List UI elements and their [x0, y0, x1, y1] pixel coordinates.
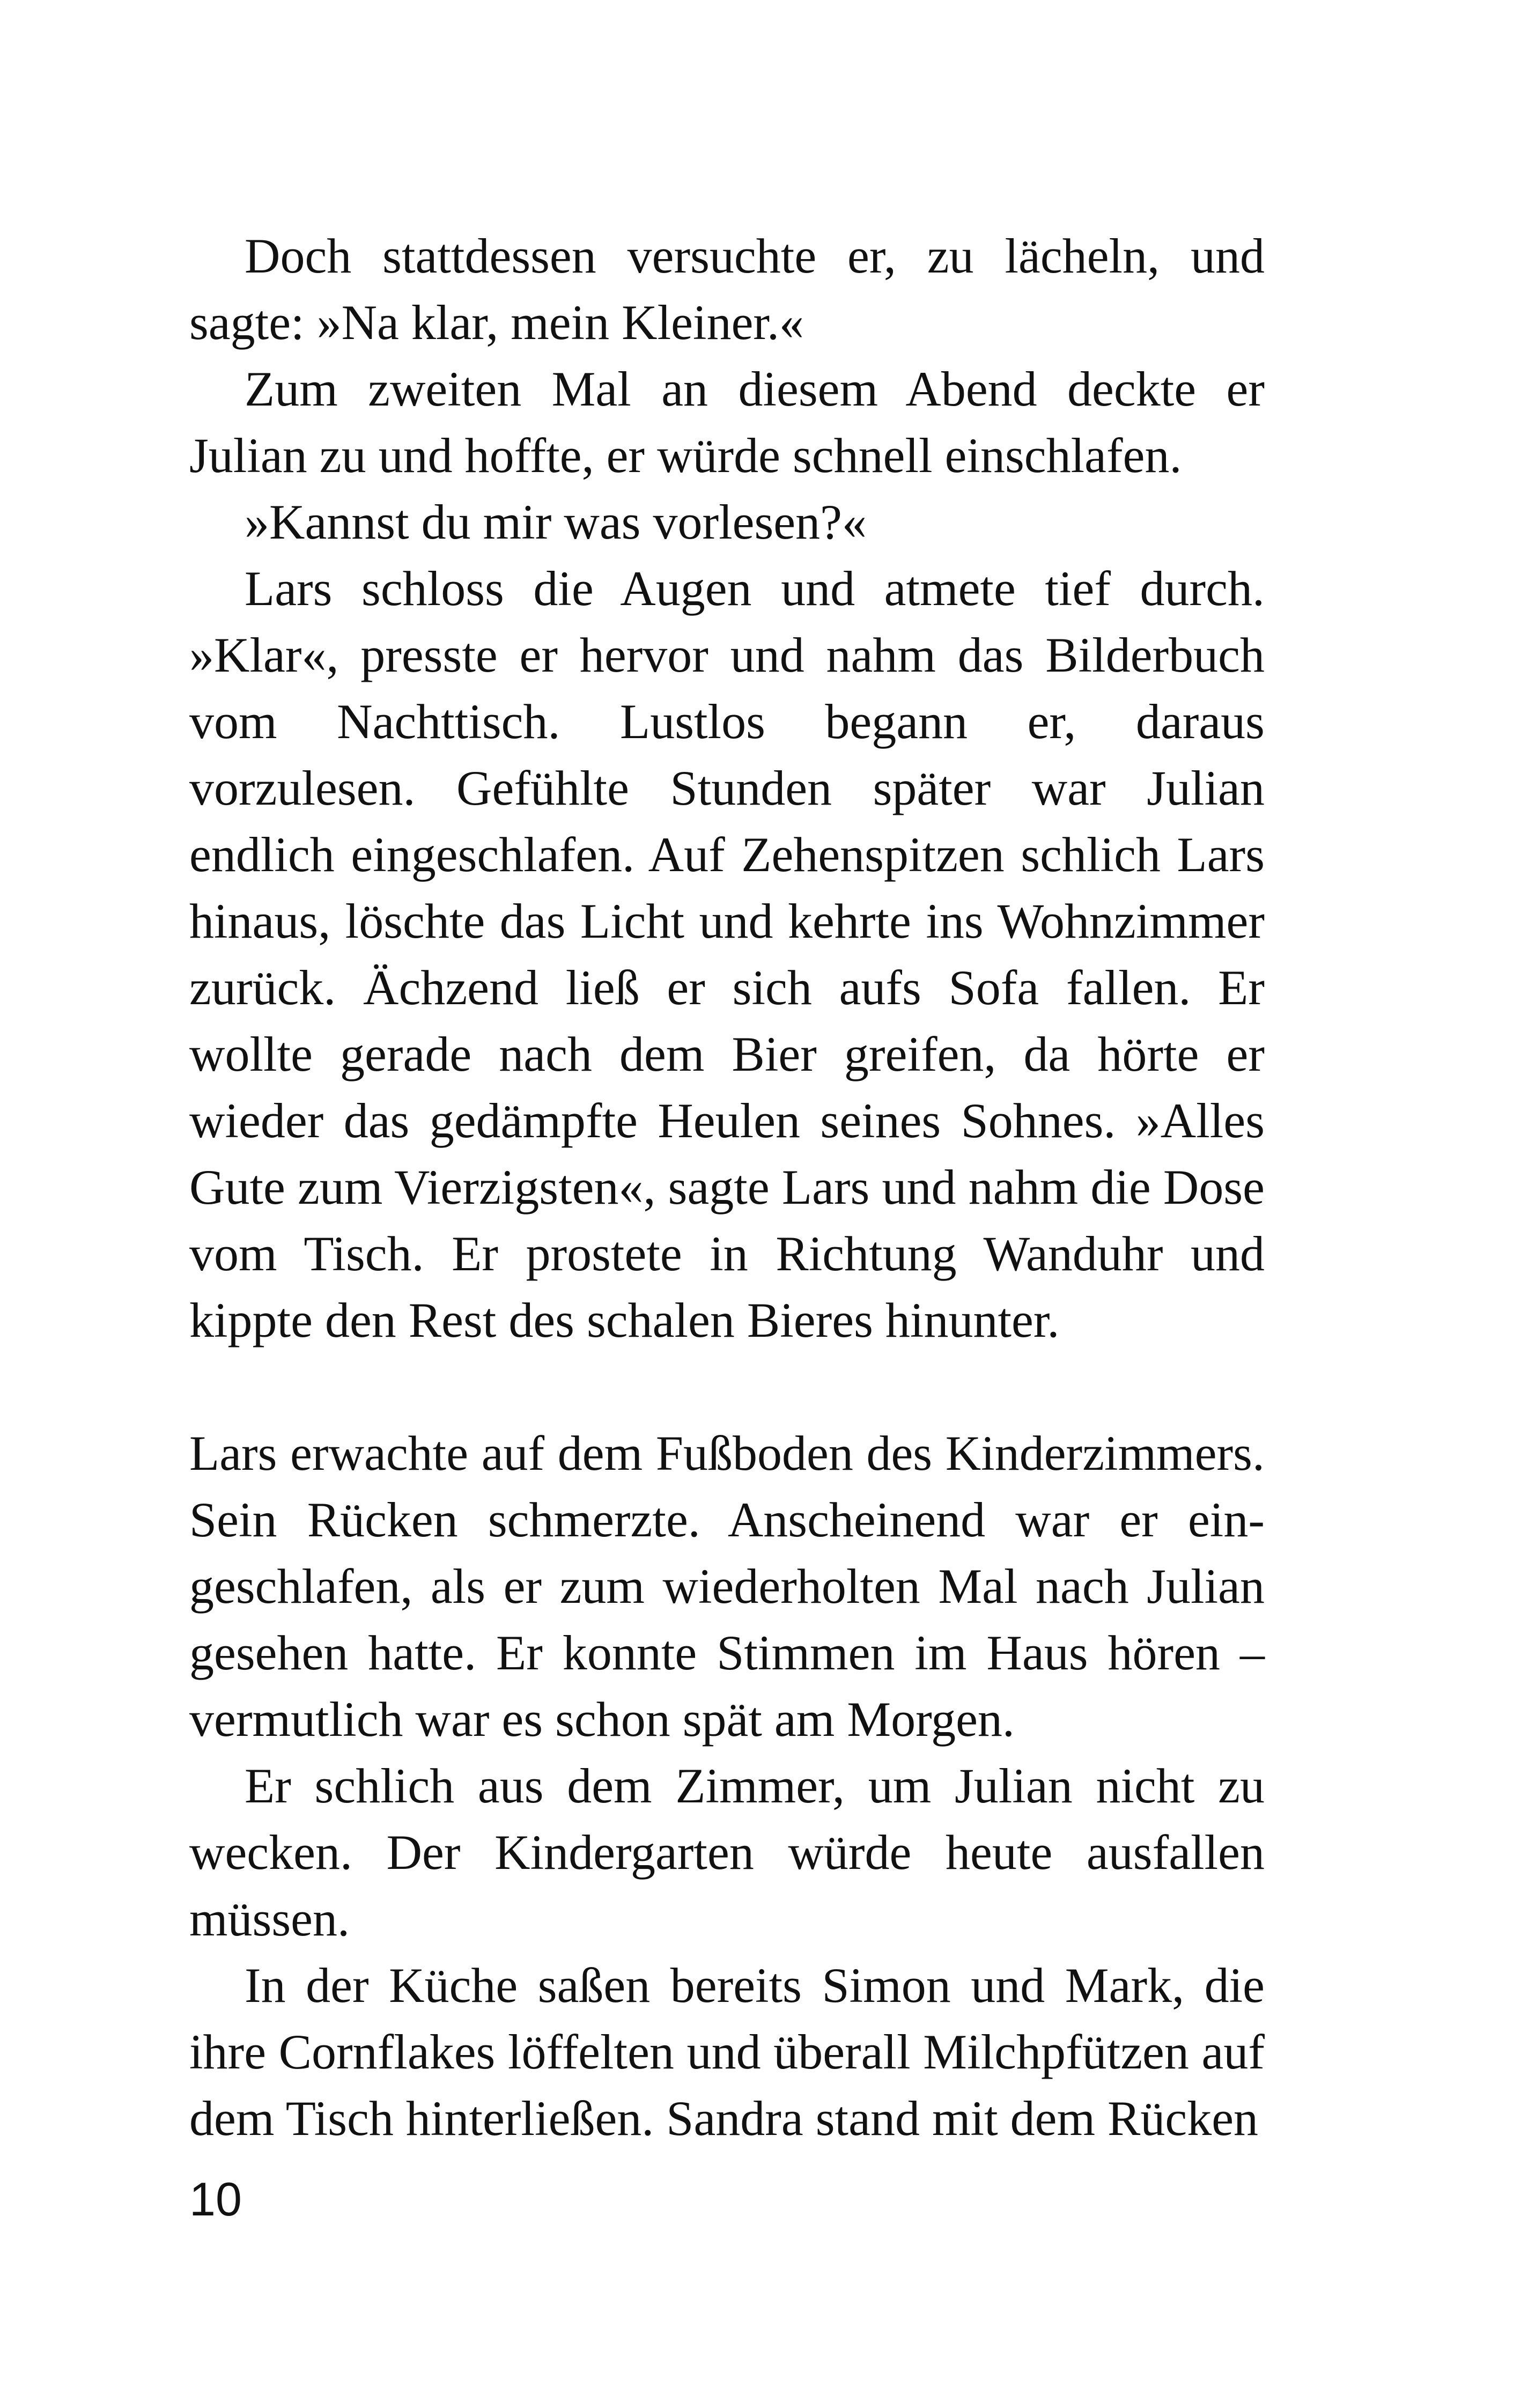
section-break	[189, 1353, 1265, 1420]
paragraph: Lars erwachte auf dem Fußboden des Kinderzimmers. Sein Rücken schmerzte. Anscheinend war er eingeschlafen, als er zum wiederholten Mal nach Julian gesehen hatte. Er konnte Stimmen im Haus hören – vermutlich war es schon spät am Morgen.	[189, 1426, 1265, 1747]
paragraph: »Kannst du mir was vorlesen?«	[245, 495, 867, 549]
paragraph: Er schlich aus dem Zimmer, um Julian nicht zu wecken. Der Kindergarten würde heute ausfallen müssen.	[189, 1758, 1265, 1946]
paragraph: Lars schloss die Augen und atmete tief durch. »Klar«, presste er hervor und nahm das Bilderbuch vom Nachttisch. Lustlos begann er, daraus vorzulesen. Gefühlte Stunden später war Julian endlich eingeschlafen. Auf Zehenspitzen schlich Lars hinaus, löschte das Licht und kehrte ins Wohnzimmer zurück. Ächzend ließ er sich aufs Sofa fallen. Er wollte gerade nach dem Bier greifen, da hörte er wieder das gedämpfte Heulen seines Sohnes. »Alles Gute zum Vierzigsten«, sagte Lars und nahm die Dose vom Tisch. Er prostete in Richtung Wanduhr und kippte den Rest des schalen Bieres hinunter.	[189, 561, 1265, 1347]
paragraph: Zum zweiten Mal an diesem Abend deckte er Julian zu und hoffte, er würde schnell einschlafen.	[189, 362, 1265, 483]
paragraph: Doch stattdessen versuchte er, zu lächeln, und sagte: »Na klar, mein Kleiner.«	[189, 229, 1265, 350]
page-number: 10	[189, 2173, 242, 2226]
body-text	[189, 223, 1265, 2152]
paragraph: In der Küche saßen bereits Simon und Mark, die ihre Cornflakes löffelten und überall Milchpfützen auf dem Tisch hinterließen. Sandra stand mit dem Rücken	[189, 1958, 1265, 2146]
